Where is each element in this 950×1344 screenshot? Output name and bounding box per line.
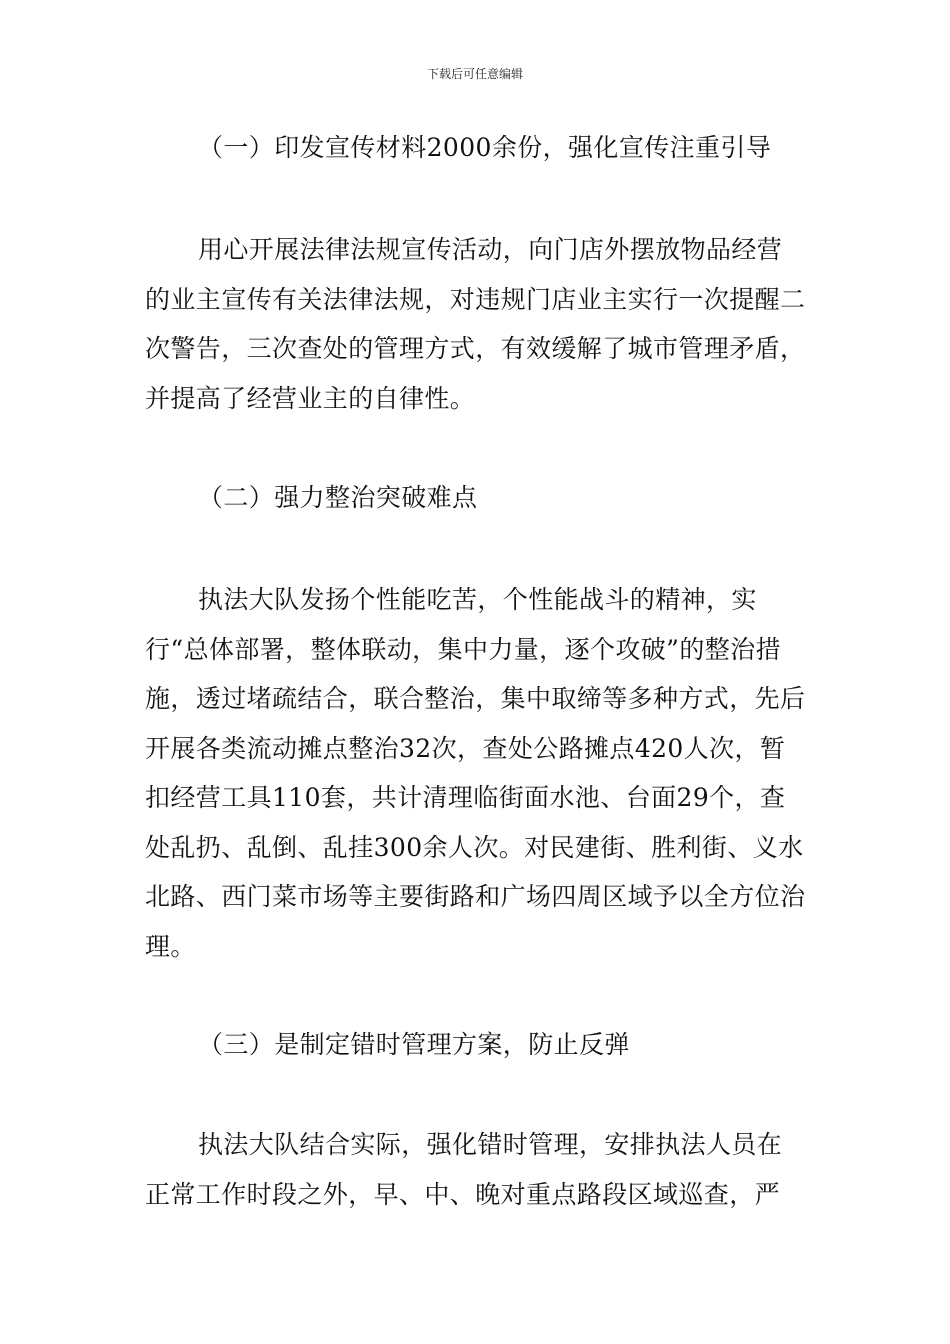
section-heading-1: （一）印发宣传材料2000余份，强化宣传注重引导 xyxy=(198,133,772,162)
section-paragraph-1: 用心开展法律法规宣传活动，向门店外摆放物品经营的业主宣传有关法律法规，对违规门店业主实行一次提醒二次警告，三次查处的管理方式，有效缓解了城市管理矛盾，并提高了经营业主的自律性。 xyxy=(145,235,806,413)
page-header: 下载后可任意编辑 xyxy=(426,67,523,81)
section-paragraph-3: 执法大队结合实际，强化错时管理，安排执法人员在正常工作时段之外，早、中、晚对重点路段区域巡查，严 xyxy=(145,1130,783,1209)
section-paragraph-2: 执法大队发扬个性能吃苦，个性能战斗的精神，实行“总体部署，整体联动，集中力量，逐个攻破”的整治措施，透过堵疏结合，联合整治，集中取缔等多种方式，先后开展各类流动摊点整治32次，查处公路摊点420人次，暂扣经营工具110套，共计清理临街面水池、台面29个，查处乱扔、乱倒、乱挂300余人次。对民建街、胜利街、义水北路、西门菜市场等主要街路和广场四周区域予以全方位治理。 xyxy=(145,585,806,961)
section-heading-3: （三）是制定错时管理方案，防止反弹 xyxy=(198,1030,630,1059)
section-heading-2: （二）强力整治突破难点 xyxy=(198,483,478,512)
